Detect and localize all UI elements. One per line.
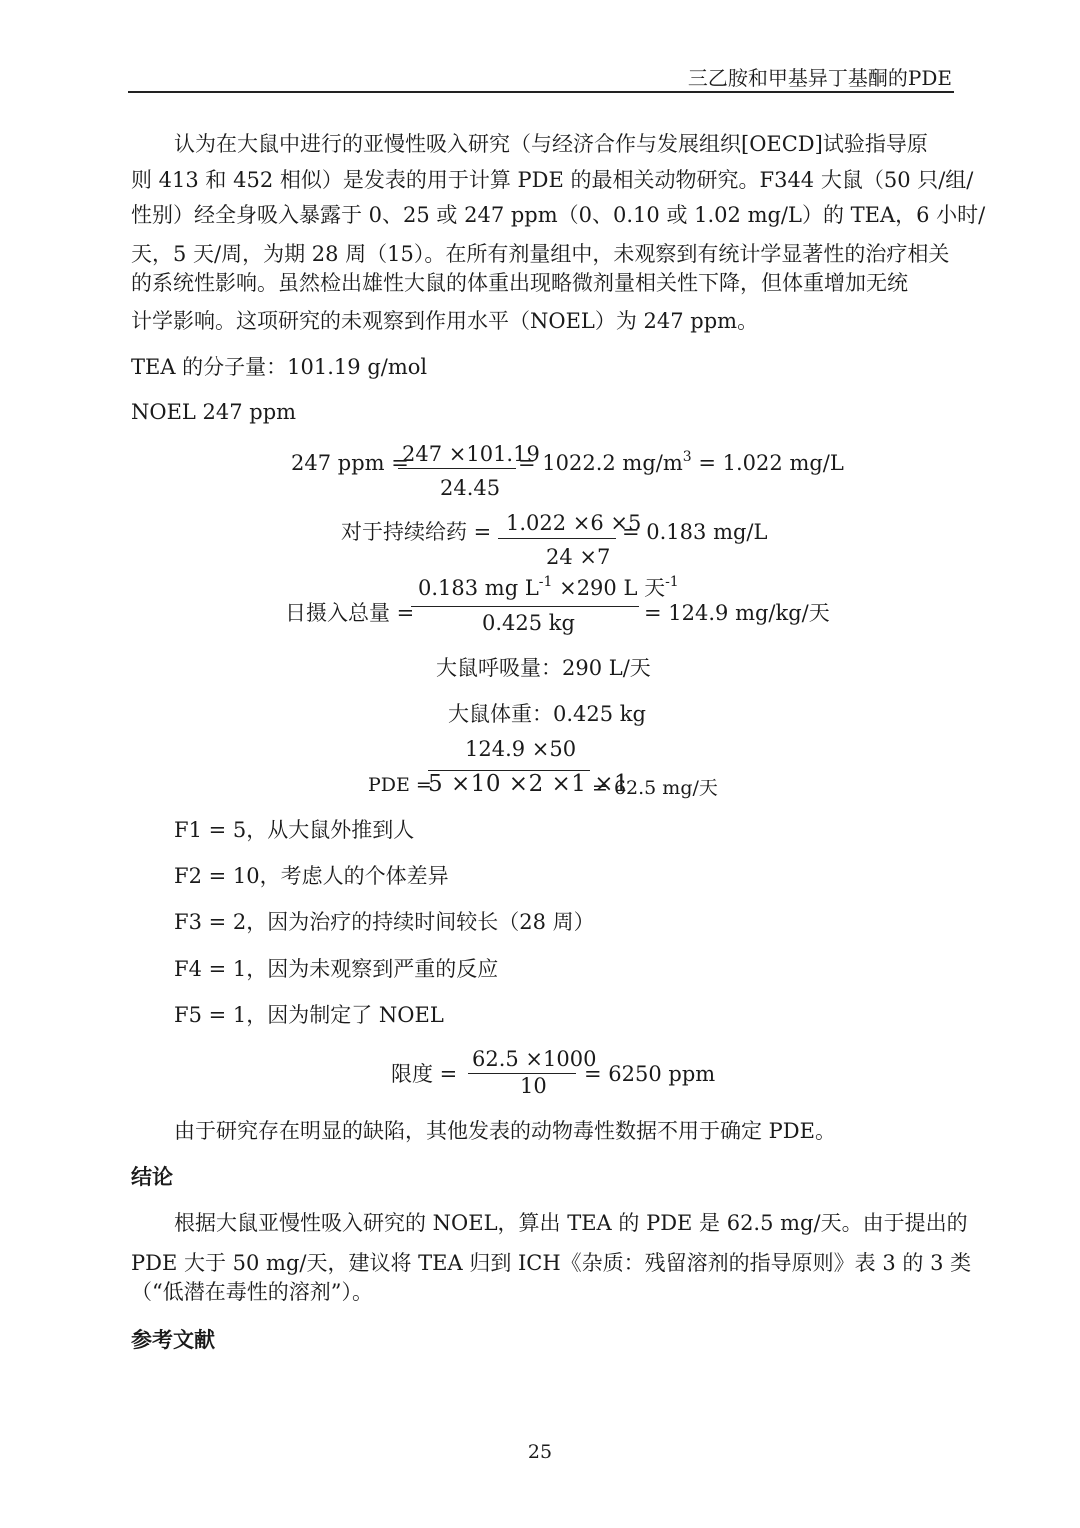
references-heading: 参考文献 <box>131 1327 215 1352</box>
eq1-result-sup: 3 <box>682 449 692 465</box>
eq3-numerator <box>418 574 679 600</box>
eq1-result <box>518 449 844 475</box>
eq2-lhs: 对于持续给药 = <box>341 520 492 544</box>
paragraph-line: 性别）经全身吸入暴露于 0、25 或 247 ppm（0、0.10 或 1.02 mg/L）的 TEA，6 小时/ <box>131 203 986 227</box>
factor-f1: F1 = 5，从大鼠外推到人 <box>174 818 415 842</box>
eq3-num-sup1: -1 <box>538 574 553 590</box>
molecular-weight-line: TEA 的分子量：101.19 g/mol <box>131 355 428 379</box>
factor-f5: F5 = 1，因为制定了 NOEL <box>174 1003 444 1027</box>
limit-numerator: 62.5 ×1000 <box>472 1047 597 1071</box>
pde-denominator: 5 ×10 ×2 ×1 ×1 <box>428 771 630 797</box>
paragraph-line: 计学影响。这项研究的未观察到作用水平（NOEL）为 247 ppm。 <box>131 309 759 333</box>
conclusion-line: PDE 大于 50 mg/天，建议将 TEA 归到 ICH《杂质：残留溶剂的指导原则》表 3 的 3 类 <box>131 1251 972 1275</box>
eq3-fraction-bar <box>411 606 639 607</box>
eq1-fraction-bar <box>398 468 516 469</box>
eq1-lhs: 247 ppm = <box>291 451 409 475</box>
pde-result: = 62.5 mg/天 <box>592 777 718 799</box>
eq2-result: = 0.183 mg/L <box>622 520 768 544</box>
paragraph-line: 则 413 和 452 相似）是发表的用于计算 PDE 的最相关动物研究。F344 大鼠（50 只/组/ <box>131 168 974 192</box>
eq3-num-sup2: -1 <box>665 574 679 590</box>
eq1-result-a: = 1022.2 mg/m <box>518 451 683 475</box>
eq1-numerator: 247 ×101.19 <box>402 442 540 466</box>
eq3-lhs: 日摄入总量 = <box>285 601 415 625</box>
eq2-numerator: 1.022 ×6 ×5 <box>506 511 642 535</box>
factor-f3: F3 = 2，因为治疗的持续时间较长（28 周） <box>174 910 595 934</box>
limit-denominator: 10 <box>520 1074 547 1098</box>
factor-f2: F2 = 10，考虑人的个体差异 <box>174 864 449 888</box>
limit-lhs: 限度 = <box>391 1062 458 1086</box>
rat-body-weight: 大鼠体重：0.425 kg <box>448 702 646 726</box>
rat-breathing-volume: 大鼠呼吸量：290 L/天 <box>436 656 651 680</box>
running-header-title: 三乙胺和甲基异丁基酮的PDE <box>687 66 952 90</box>
eq3-denominator: 0.425 kg <box>482 611 575 635</box>
pde-numerator: 124.9 ×50 <box>465 737 577 761</box>
eq1-denominator: 24.45 <box>440 476 501 500</box>
eq2-denominator: 24 ×7 <box>546 545 611 569</box>
paragraph-line: 认为在大鼠中进行的亚慢性吸入研究（与经济合作与发展组织[OECD]试验指导原 <box>174 132 928 156</box>
deficiency-note: 由于研究存在明显的缺陷，其他发表的动物毒性数据不用于确定 PDE。 <box>174 1119 836 1143</box>
header-rule <box>128 91 954 93</box>
paragraph-line: 的系统性影响。虽然检出雄性大鼠的体重出现略微剂量相关性下降，但体重增加无统 <box>131 271 908 295</box>
conclusion-heading: 结论 <box>131 1164 173 1189</box>
conclusion-line: （“低潜在毒性的溶剂”）。 <box>131 1280 373 1304</box>
eq3-num-b: ×290 L 天 <box>552 576 666 600</box>
limit-result: = 6250 ppm <box>584 1062 716 1086</box>
factor-f4: F4 = 1，因为未观察到严重的反应 <box>174 957 499 981</box>
eq3-num-a: 0.183 mg L <box>418 576 539 600</box>
paragraph-line: 天，5 天/周，为期 28 周（15）。在所有剂量组中，未观察到有统计学显著性的治疗相关 <box>131 242 950 266</box>
eq2-fraction-bar <box>498 538 616 539</box>
eq1-result-b: = 1.022 mg/L <box>691 451 844 475</box>
pde-lhs: PDE = <box>368 774 432 796</box>
conclusion-line: 根据大鼠亚慢性吸入研究的 NOEL，算出 TEA 的 PDE 是 62.5 mg/天。由于提出的 <box>174 1211 968 1235</box>
page-number: 25 <box>527 1441 553 1463</box>
eq3-result: = 124.9 mg/kg/天 <box>644 601 830 625</box>
noel-line: NOEL 247 ppm <box>131 400 297 424</box>
